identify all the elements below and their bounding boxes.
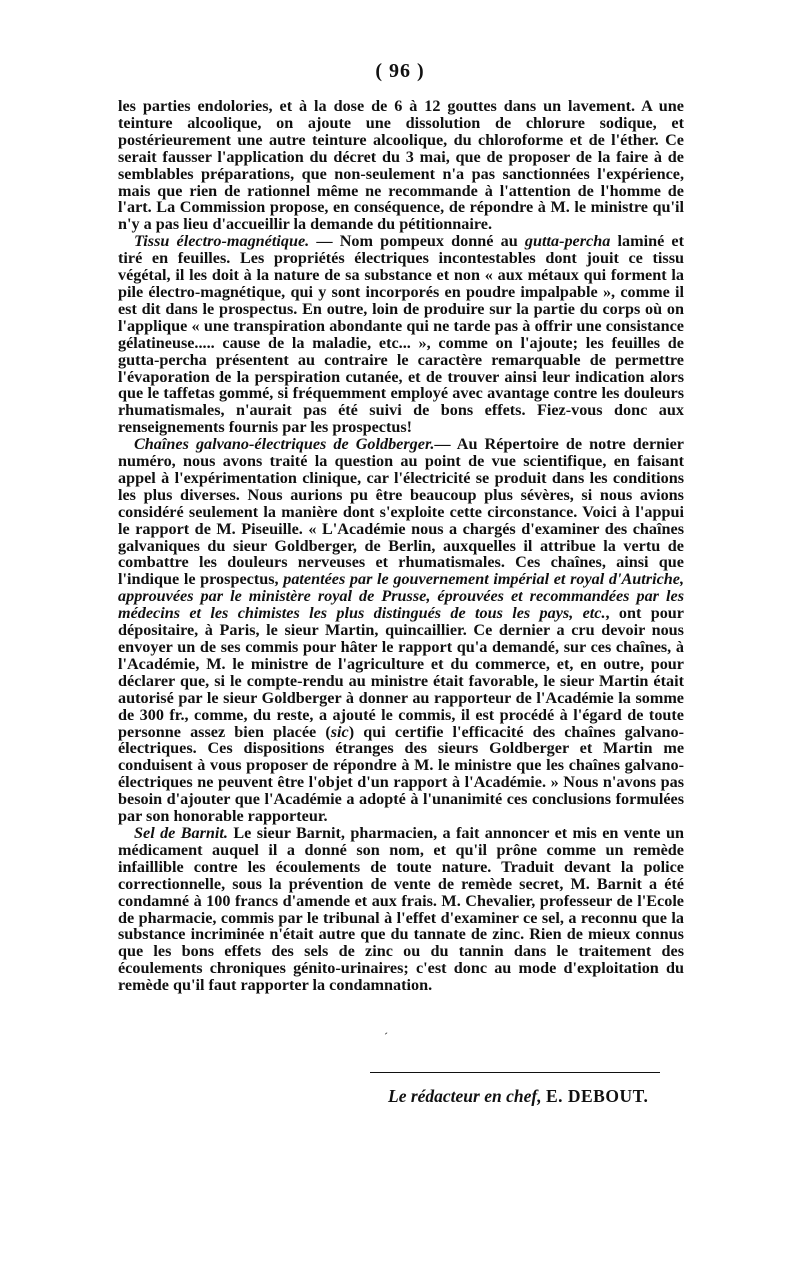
paragraph-text: — Nom pompeux donné au [309,232,525,251]
gutta-percha-term: gutta-percha [524,232,611,251]
paragraph-tissu-electro-magnetique [118,233,684,436]
paragraph-text: Le sieur Barnit, pharmacien, a fait annoncer et mis en vente un médicament auquel il a donné son nom, et qu'il prône comme un remède infaillible contre les écoulements de toute nature. Traduit devant la police correctionnelle, sous la prévention de vente de remède secret, M. Barnit a été condamné à 100 francs d'amende et aux frais. M. Chevalier, professeur de l'Ecole de pharmacie, commis par le tribunal à l'effet d'examiner ce sel, a reconnu que la substance incriminée n'était autre que du tannate de zinc. Rien de mieux connus que les bons effets des sels de zinc ou du tannin dans le traitement des écoulements chroniques génito-urinaires; c'est donc au mode d'exploitation du remède qu'il faut rapporter la condamnation. [118,823,685,995]
paragraph-ether-preparations [118,98,684,233]
section-title-tissu: Tissu électro-magnétique. [134,232,310,251]
signature-rule [370,1072,660,1073]
tick-mark: ˊ [384,1030,388,1044]
section-title-chaines: Chaînes galvano-électriques de Goldberger. [134,435,435,454]
paragraph-sel-de-barnit [118,825,684,994]
paragraph-chaines-galvano [118,436,684,825]
page-number: ( 96 ) [375,60,425,82]
prospectus-quote: patentées par le gouvernement impérial et royal d'Autriche, approuvées par le ministère royal de Prusse, éprouvées et recommandées par les médecins et les chimistes les plus distingués de tous les pays, etc. [118,570,684,623]
paragraph-text: laminé et tiré en feuilles. Les propriétés électriques incontestables dont jouit ce tissu végétal, il les doit à la nature de sa substance et non « aux métaux qui forment la pile électro-magnétique, qui y sont incorporés en poudre impalpable », comme il est dit dans le prospectus. En outre, loin de produire sur la partie du corps où on l'applique « une transpiration abondante qui ne tarde pas à offrir une consistance gélatineuse..... cause de la maladie, etc... », comme on l'ajoute; les feuilles de gutta-percha présentent au contraire le caractère remarquable de permettre l'évaporation de la perspiration cutanée, et de trouver ainsi leur indication alors que le taffetas gommé, si fréquemment employé avec avantage contre les douleurs rhumatismales, n'aurait pas été suivi de bons effets. Fiez-vous donc aux renseignements fournis par les prospectus! [118,232,684,437]
paragraph-text: — Au Répertoire de notre dernier numéro, nous avons traité la question au point de vue scientifique, en faisant appel à l'expérimentation clinique, car l'électricité se produit dans les conditions les plus diverses. Nous aurions pu être beaucoup plus sévères, si nous avions considéré seulement la manière dont s'exploite cette circonstance. Voici à l'appui le rapport de M. Piseuille. « L'Académie nous a chargés d'examiner des chaînes galvaniques du sieur Goldberger, de Berlin, auxquelles il attribue la vertu de combattre les douleurs nerveuses et rhumatismales. Ces chaînes, ainsi que l'indique le prospectus, [118,435,684,589]
signature-role: Le rédacteur en chef, [388,1086,542,1106]
signature-name: E. DEBOUT. [545,1086,649,1106]
signature-line [388,1086,684,1107]
paragraph-text: ) qui certifie l'efficacité des chaînes galvano-électriques. Ces dispositions étranges des sieurs Goldberger et Martin me conduisent à vous proposer de répondre à M. le ministre que les chaînes galvano-électriques ne peuvent être l'objet d'un rapport à l'Académie. » Nous n'avons pas besoin d'ajouter que l'Académie a adopté à l'unanimité ces conclusions formulées par son honorable rapporteur. [118,722,684,826]
article-body [118,98,684,994]
section-title-barnit: Sel de Barnit. [134,823,228,842]
paragraph-text: , ont pour dépositaire, à Paris, le sieur Martin, quincaillier. Ce dernier a cru devoir nous envoyer un de ses commis pour hâter le rapport qu'a demandé, sur ces chaînes, à l'Académie, M. le ministre de l'agriculture et du commerce, et, en outre, pour déclarer que, si le compte-rendu au ministre était favorable, le sieur Martin était autorisé par le sieur Goldberger à donner au rapporteur de l'Académie la somme de 300 fr., comme, du reste, a ajouté le commis, il est procédé à l'égard de toute personne assez bien placée ( [118,604,684,741]
paragraph-text: les parties endolories, et à la dose de 6 à 12 gouttes dans un lavement. A une teinture alcoolique, on ajoute une dissolution de chlorure sodique, et postérieurement une autre teinture alcoolique, du chloroforme et de l'éther. Ce serait fausser l'application du décret du 3 mai, que de proposer de la faire à de semblables préparations, que non-seulement n'a pas sanctionnées l'expérience, mais que rien de rationnel même ne recommande à l'attention de l'homme de l'art. La Commission propose, en conséquence, de répondre à M. le ministre qu'il n'y a pas lieu d'accueillir la demande du pétitionnaire. [118,97,684,234]
sic-note: sic [330,722,349,741]
